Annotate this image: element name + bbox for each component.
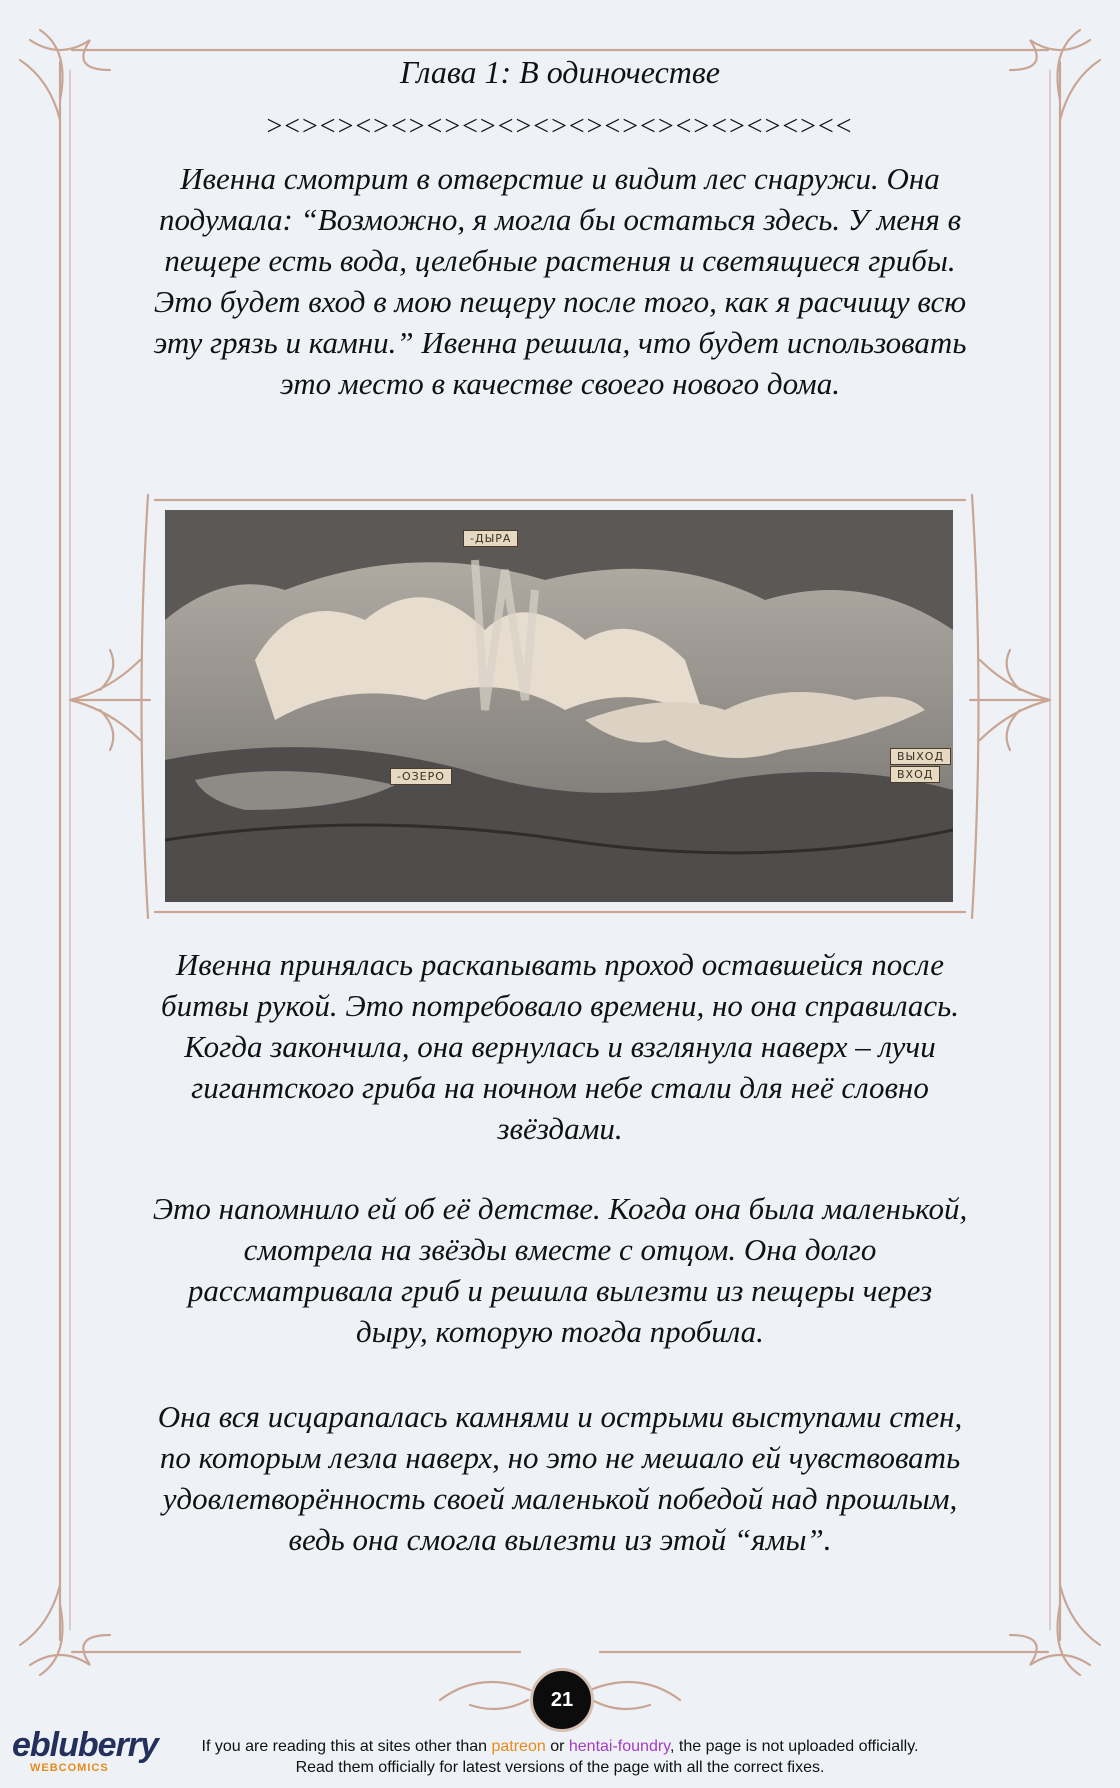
chapter-title: Глава 1: В одиночестве <box>400 54 720 90</box>
map-label-entrance: ВХОД <box>890 766 940 783</box>
map-label-lake: -ОЗЕРО <box>390 768 452 785</box>
map-label-hole: -ДЫРА <box>463 530 518 547</box>
cave-map-drawing <box>165 510 953 902</box>
paragraph-1: Ивенна смотрит в отверстие и видит лес снаружи. Она подумала: “Возможно, я могла бы остаться здесь. У меня в пещере есть вода, целебные растения и светящиеся грибы. Это будет вход в мою пещеру после того, как я расчищу всю эту грязь и камни.” Ивенна решила, что будет использовать это место в качестве своего нового дома. <box>153 161 967 401</box>
map-label-exit: ВЫХОД <box>890 748 951 765</box>
patreon-link[interactable]: patreon <box>491 1738 546 1755</box>
hentai-foundry-link[interactable]: hentai-foundry <box>568 1738 670 1755</box>
footer-text-start: If you are reading this at sites other than <box>201 1738 492 1755</box>
paragraph-2: Ивенна принялась раскапывать проход оставшейся после битвы рукой. Это потребовало времени, но она справилась. Когда закончила, она вернулась и взглянула наверх – лучи гигантского гриба на ночном небе стали для неё словно звёздами. <box>161 947 959 1146</box>
cave-map-illustration <box>165 510 953 902</box>
footer-line-2: Read them officially for latest versions of the page with all the correct fixes. <box>295 1759 825 1776</box>
footer-text-or: or <box>545 1738 569 1755</box>
page-number: 21 <box>530 1668 594 1732</box>
paragraph-3: Это напомнило ей об её детстве. Когда она была маленькой, смотрела на звёзды вместе с отцом. Она долго рассматривала гриб и решила вылезти из пещеры через дыру, которую тогда пробила. <box>152 1191 968 1349</box>
logo-main-text: ebluberry <box>12 1726 158 1764</box>
footer-notice <box>140 1736 980 1778</box>
ebluberry-logo[interactable] <box>12 1726 158 1780</box>
footer-text-end: , the page is not uploaded officially. <box>669 1738 919 1755</box>
paragraph-4: Она вся исцарапалась камнями и острыми выступами стен, по которым лезла наверх, но это не мешало ей чувствовать удовлетворённость своей маленькой победой над прошлым, ведь она смогла вылезти из этой “ямы”. <box>157 1399 963 1557</box>
footer-line-1 <box>140 1736 980 1757</box>
decorative-separator: ><><><><><><><><><><><><><><><><< <box>266 111 854 142</box>
logo-sub-text: WEBCOMICS <box>30 1762 109 1774</box>
